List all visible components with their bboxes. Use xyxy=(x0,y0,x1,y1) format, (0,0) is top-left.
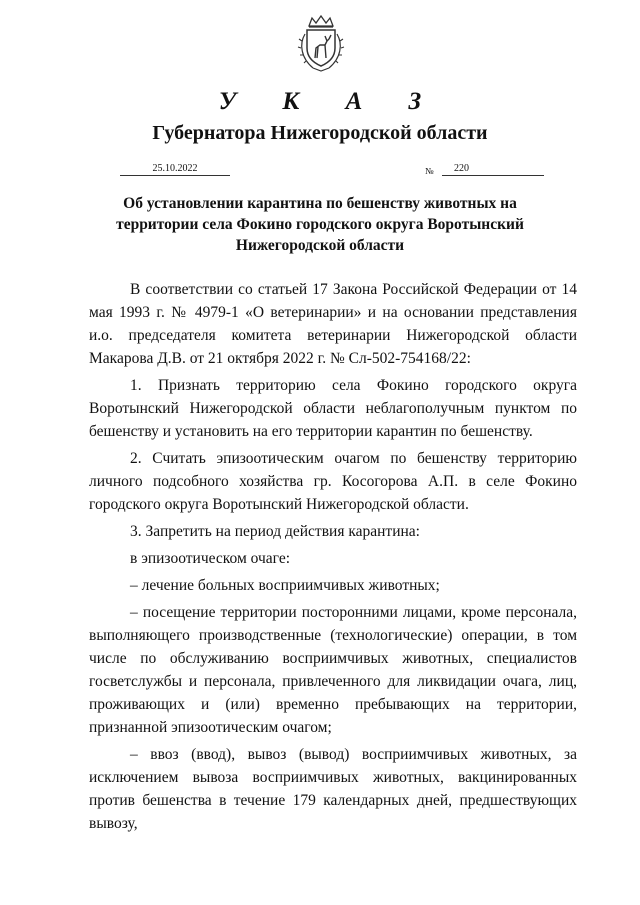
coat-of-arms-emblem xyxy=(296,14,346,72)
decree-date: 25.10.2022 xyxy=(120,163,230,176)
decree-number: 220 xyxy=(442,163,544,176)
paragraph-item-1: 1. Признать территорию села Фокино городского округа Воротынский Нижегородской области неблагополучным пунктом по бешенству и установить на его территории карантин по бешенству. xyxy=(89,377,577,440)
decree-heading: У К А З xyxy=(218,88,442,115)
paragraph-dash-3: – ввоз (ввод), вывоз (вывод) восприимчивых животных, за исключением вывоза восприимчивых животных, вакцинированных против бешенства в течение 179 календарных дней, предшествующих вывозу, xyxy=(89,746,577,832)
paragraph-item-3: 3. Запретить на период действия карантина: xyxy=(130,523,420,540)
paragraph-dash-2: – посещение территории посторонними лицами, кроме персонала, выполняющего производственные (технологические) операции, в том числе по обслуживанию восприимчивых животных, специалистов госветслужбы и персонала, привлеченного для ликвидации очага, лиц, проживающих и (или) временно пребывающих на территории, признанной эпизоотическим очагом; xyxy=(89,604,577,736)
paragraph-subheading: в эпизоотическом очаге: xyxy=(130,550,291,567)
document-title: Об установлении карантина по бешенству животных на территории села Фокино городского округа Воротынский Нижегородской области xyxy=(116,195,524,254)
document-body xyxy=(89,278,577,835)
paragraph-dash-1: – лечение больных восприимчивых животных; xyxy=(130,577,440,594)
number-sign: № xyxy=(425,166,434,176)
preamble-paragraph: В соответствии со статьей 17 Закона Российской Федерации от 14 мая 1993 г. № 4979-1 «О ветеринарии» и на основании представления и.о. председателя комитета ветеринарии Нижегородской области Макарова Д.В. от 21 октября 2022 г. № Сл-502-754168/22: xyxy=(89,281,577,367)
issuer-heading: Губернатора Нижегородской области xyxy=(152,122,488,144)
paragraph-item-2: 2. Считать эпизоотическим очагом по бешенству территорию личного подсобного хозяйства гр. Косогорова А.П. в селе Фокино городского округа Воротынский Нижегородской области. xyxy=(89,450,577,513)
